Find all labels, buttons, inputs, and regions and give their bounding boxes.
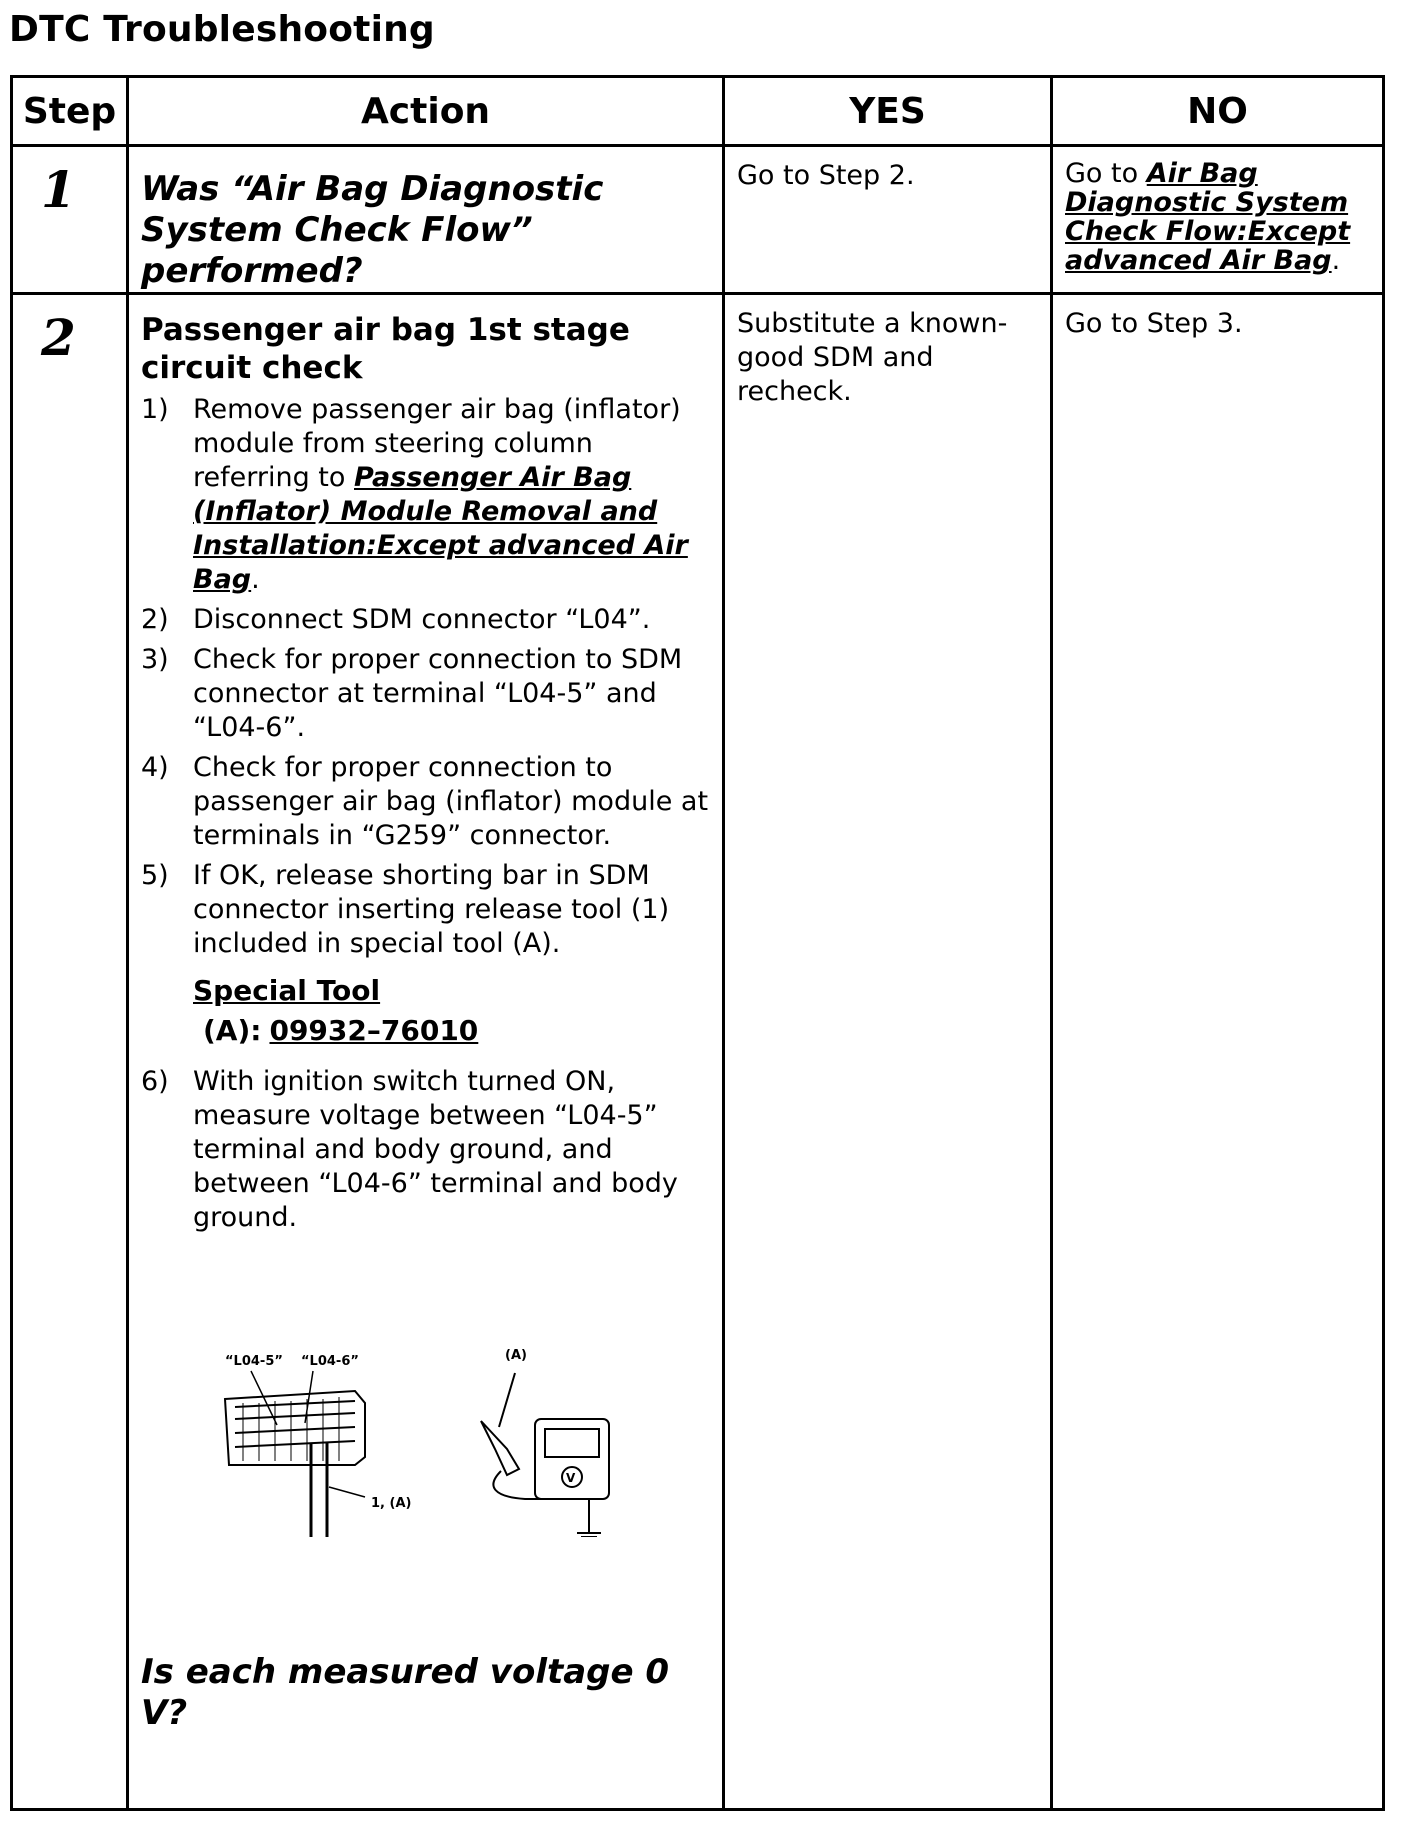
step-question: Is each measured voltage 0 V? [141, 1652, 670, 1733]
probe [481, 1421, 519, 1475]
step-cell [12, 294, 128, 1810]
action-cell [128, 146, 724, 294]
label-l04-6: “L04-6” [301, 1354, 359, 1369]
list-item [141, 859, 710, 961]
item-number: 2) [141, 604, 169, 635]
troubleshooting-table [10, 75, 1385, 1811]
item-text: Check for proper connection to SDM connector at terminal “L04-5” and “L04-6”. [193, 644, 683, 743]
item-suffix: . [251, 564, 260, 595]
special-tool-block [141, 971, 710, 1051]
label-v: V [566, 1471, 576, 1485]
connector-voltmeter-diagram [215, 1337, 645, 1537]
item-number: 4) [141, 752, 169, 783]
no-cell [1052, 146, 1384, 294]
header-step: Step [12, 77, 128, 146]
no-text-suffix: . [1331, 245, 1341, 276]
header-no: NO [1052, 77, 1384, 146]
item-number: 3) [141, 644, 169, 675]
label-a: (A) [505, 1348, 527, 1363]
table-row [12, 294, 1384, 1810]
action-cell [128, 294, 724, 1810]
item-text: Check for proper connection to passenger air bag (inflator) module at terminals in “G259” connector. [193, 752, 709, 851]
step-cell [12, 146, 128, 294]
item-text: With ignition switch turned ON, measure voltage between “L04-5” terminal and body ground, and between “L04-6” terminal and body ground. [193, 1066, 678, 1233]
page-title: DTC Troubleshooting [9, 9, 435, 50]
air-bag-check-flow-link[interactable]: Air Bag Diagnostic System Check Flow:Except advanced Air Bag [1065, 158, 1351, 276]
item-text: If OK, release shorting bar in SDM connector inserting release tool (1) included in special tool (A). [193, 860, 670, 959]
item-number: 1) [141, 394, 169, 425]
step-number: 2 [41, 308, 76, 367]
no-text-prefix: Go to [1065, 158, 1147, 189]
item-text: Disconnect SDM connector “L04”. [193, 604, 651, 635]
special-tool-line [193, 1011, 710, 1051]
item-number: 5) [141, 860, 169, 891]
procedure-list-continued [141, 1065, 710, 1235]
procedure-list [141, 393, 710, 961]
item-text: Remove passenger air bag (inflator) module from steering column referring to [193, 394, 681, 493]
label-1a: 1, (A) [371, 1496, 412, 1511]
list-item [141, 393, 710, 597]
list-item [141, 643, 710, 745]
yes-text: Go to Step 2. [737, 160, 915, 191]
removal-installation-link[interactable]: Passenger Air Bag (Inflator) Module Removal and Installation:Except advanced Air Bag [193, 462, 688, 595]
header-row [12, 77, 1384, 146]
yes-cell [724, 146, 1052, 294]
label-l04-5: “L04-5” [225, 1354, 283, 1369]
special-tool-heading: Special Tool [193, 974, 381, 1007]
list-item [141, 603, 710, 637]
special-tool-label: (A): [203, 1014, 262, 1047]
item-number: 6) [141, 1066, 169, 1097]
step-number: 1 [41, 160, 76, 219]
list-item [141, 1065, 710, 1235]
ground-symbol [577, 1533, 601, 1537]
special-tool-part-number[interactable]: 09932–76010 [269, 1014, 479, 1047]
no-text: Go to Step 3. [1065, 308, 1243, 339]
header-action: Action [128, 77, 724, 146]
yes-cell [724, 294, 1052, 1810]
list-item [141, 751, 710, 853]
yes-text: Substitute a known-good SDM and recheck. [737, 308, 1008, 407]
no-cell [1052, 294, 1384, 1810]
release-tool [311, 1443, 327, 1537]
step-title: Passenger air bag 1st stage circuit check [141, 312, 630, 386]
step-question: Was “Air Bag Diagnostic System Check Flow” performed? [141, 169, 604, 291]
header-yes: YES [724, 77, 1052, 146]
table-row [12, 146, 1384, 294]
